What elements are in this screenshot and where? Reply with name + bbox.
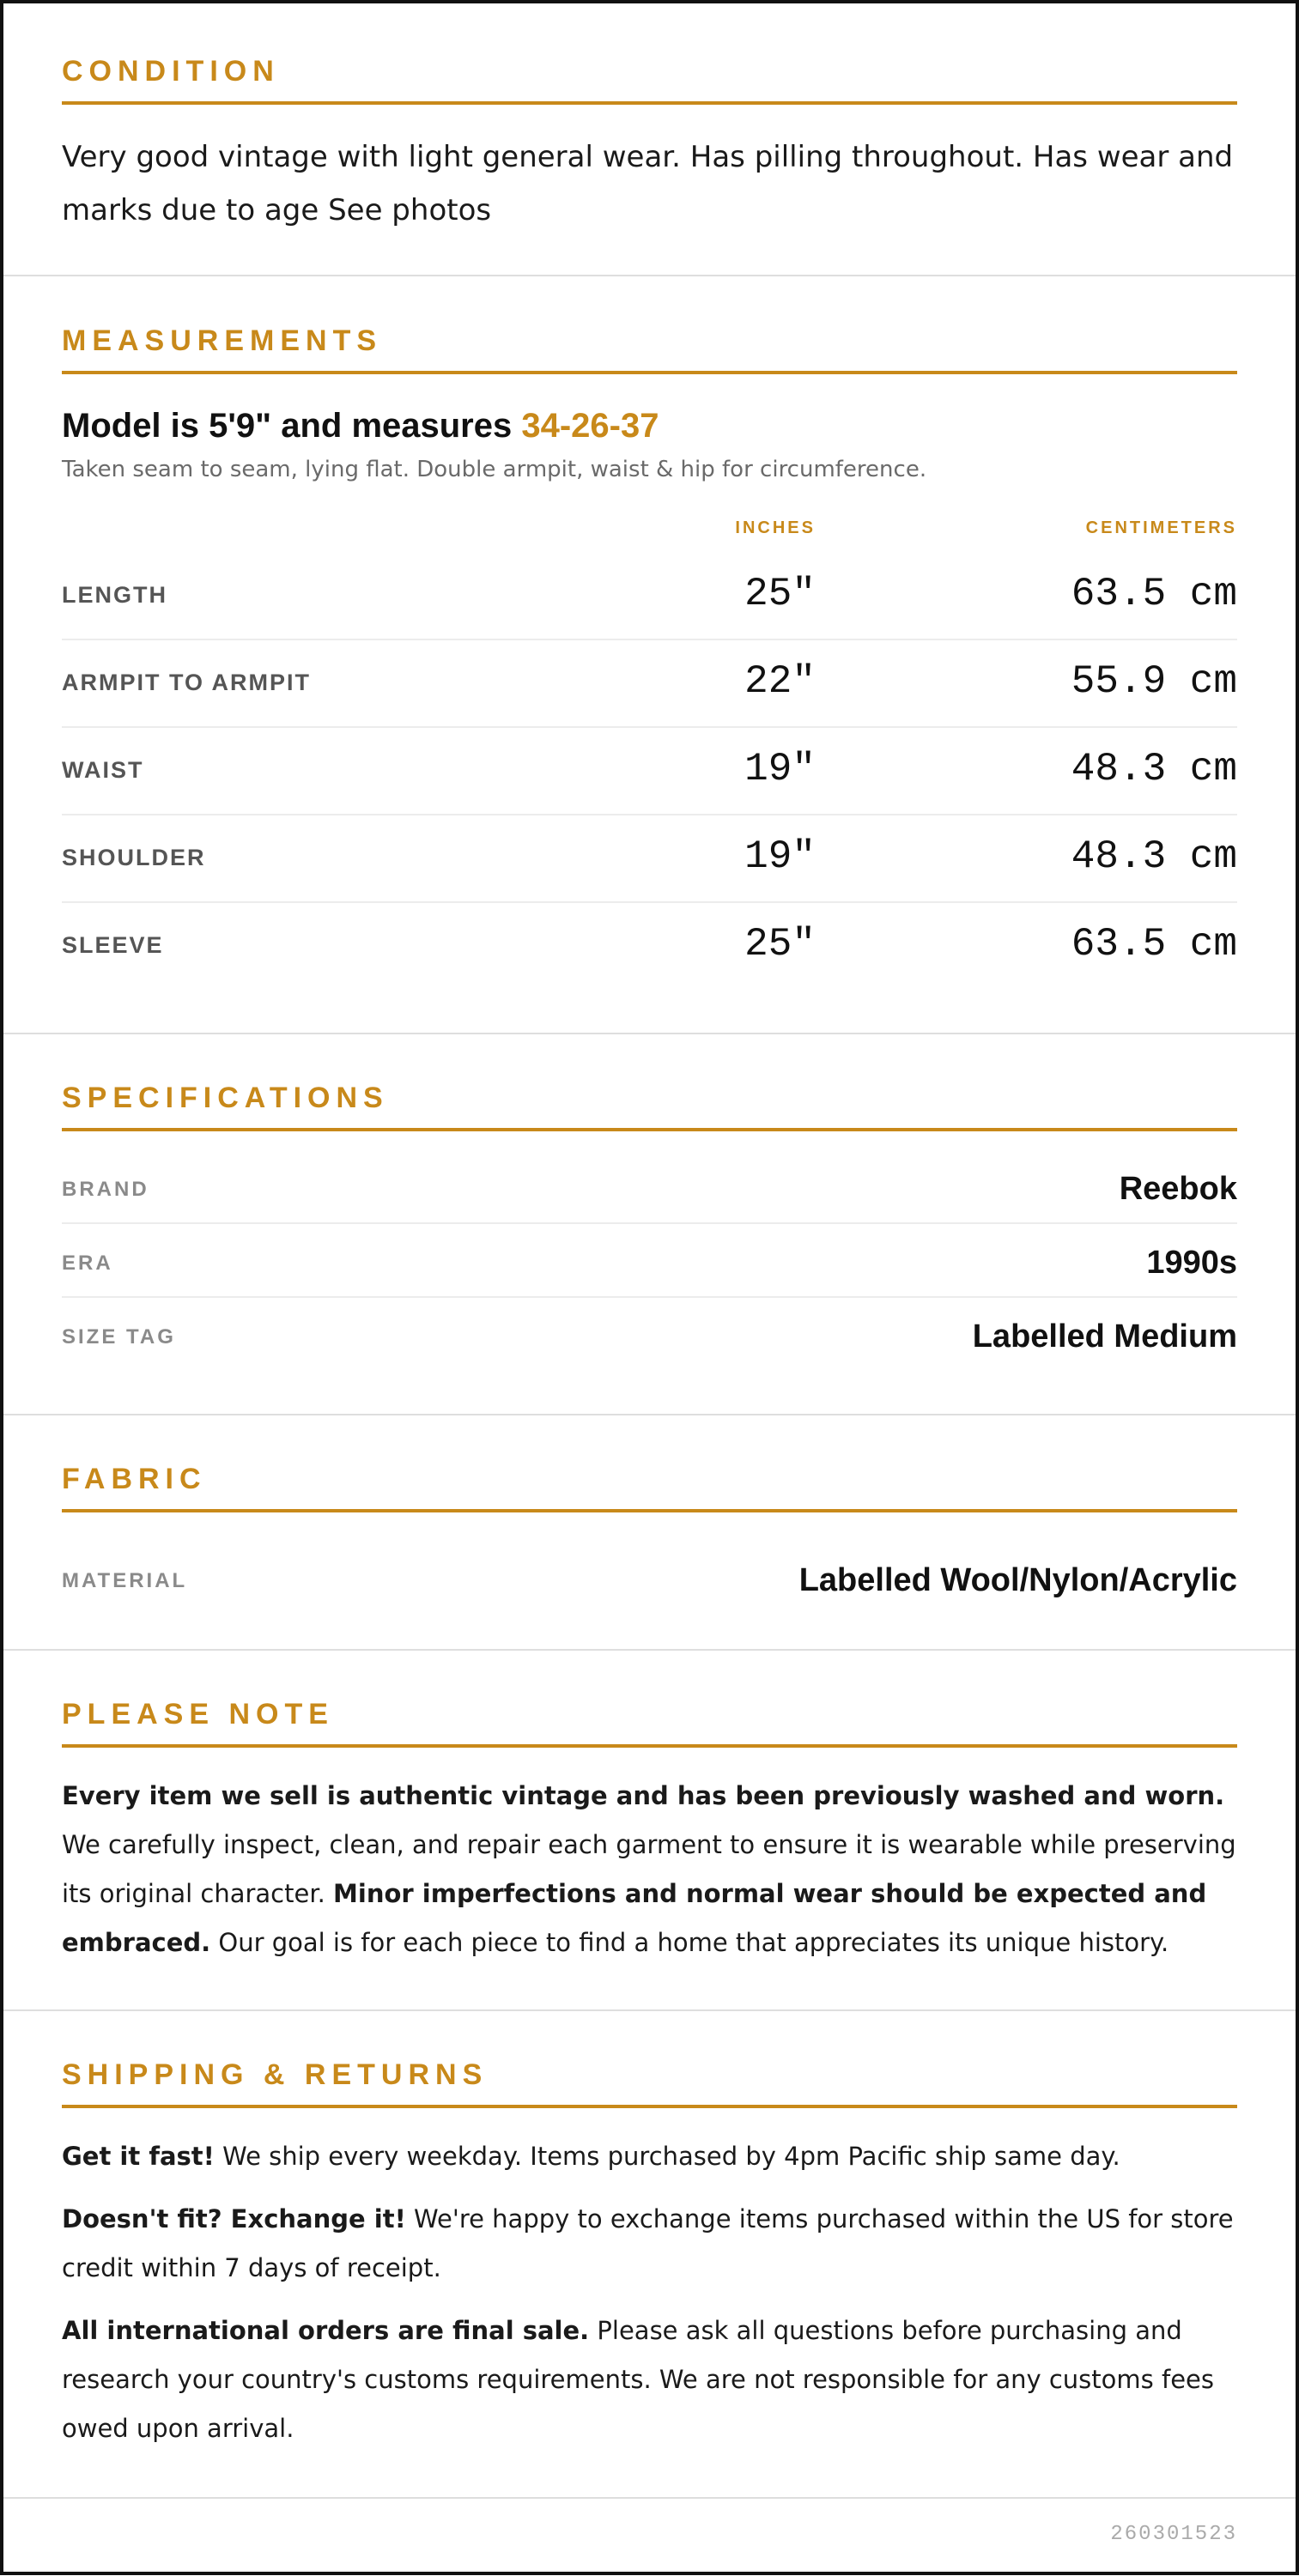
please-note-text [62, 1772, 1237, 1967]
fabric-label: MATERIAL [62, 1569, 188, 1592]
measurement-label: LENGTH [62, 582, 167, 608]
measurement-label: SHOULDER [62, 845, 206, 870]
measurement-row [62, 815, 1237, 903]
exchange-bold: Doesn't fit? Exchange it! [62, 2204, 406, 2234]
sku-number: 260301523 [1110, 2523, 1237, 2546]
specifications-section [3, 1034, 1296, 1415]
measurement-inches: 19" [744, 747, 816, 791]
measurement-row [62, 640, 1237, 728]
shipping-fast-text: We ship every weekday. Items purchased by 4pm Pacific ship same day. [214, 2142, 1120, 2171]
measurement-label: WAIST [62, 757, 144, 783]
spec-label: BRAND [62, 1178, 149, 1201]
measurement-inches: 22" [744, 659, 816, 704]
fabric-title: FABRIC [62, 1464, 1237, 1512]
spec-row-size-tag [62, 1298, 1237, 1370]
condition-title: CONDITION [62, 57, 1237, 105]
note-text-goal: Our goal is for each piece to find a home that appreciates its unique history. [210, 1928, 1169, 1957]
condition-text: Very good vintage with light general wear. Has pilling throughout. Has wear and marks due to age See photos [62, 140, 1234, 227]
model-info [62, 409, 1237, 443]
measurement-centimeters: 55.9 cm [1071, 659, 1237, 704]
spec-value: 1990s [1146, 1245, 1237, 1281]
exchange-paragraph [62, 2195, 1237, 2293]
measurement-centimeters: 63.5 cm [1071, 922, 1237, 967]
specifications-title: SPECIFICATIONS [62, 1083, 1237, 1131]
international-bold: All international orders are final sale. [62, 2316, 590, 2345]
measurement-label: SLEEVE [62, 932, 164, 958]
column-header-inches: INCHES [735, 518, 816, 537]
fabric-value: Labelled Wool/Nylon/Acrylic [798, 1562, 1237, 1598]
measurement-label: ARMPIT TO ARMPIT [62, 670, 311, 695]
measurements-table-header [62, 508, 1237, 553]
spec-value: Labelled Medium [972, 1318, 1237, 1355]
model-figure: 34-26-37 [521, 407, 659, 445]
measurement-inches: 19" [744, 834, 816, 879]
spec-label: SIZE TAG [62, 1325, 176, 1349]
measurement-centimeters: 48.3 cm [1071, 834, 1237, 879]
note-bold-imperfections: Minor imperfections and normal wear should be expected and embraced. [62, 1879, 1207, 1957]
shipping-returns-title: SHIPPING & RETURNS [62, 2060, 1237, 2108]
note-text-inspect: We carefully inspect, clean, and repair each garment to ensure it is wearable while preserving its original character. [62, 1830, 1236, 1908]
fabric-row-material [62, 1542, 1237, 1614]
specifications-list [62, 1150, 1237, 1370]
measurements-table [62, 508, 1237, 989]
please-note-section [3, 1651, 1296, 2011]
measurement-row [62, 903, 1237, 989]
international-text: Please ask all questions before purchasing and research your country's customs requirements. We are not responsible for any customs fees owed upon arrival. [62, 2316, 1214, 2443]
measurement-centimeters: 48.3 cm [1071, 747, 1237, 791]
measurement-inches: 25" [744, 572, 816, 616]
international-paragraph [62, 2306, 1237, 2453]
please-note-title: PLEASE NOTE [62, 1700, 1237, 1748]
measurement-row [62, 728, 1237, 815]
spec-label: ERA [62, 1252, 113, 1275]
shipping-returns-section [3, 2011, 1296, 2499]
condition-section [3, 3, 1296, 276]
measurement-inches: 25" [744, 922, 816, 967]
fabric-section [3, 1415, 1296, 1651]
note-bold-authentic: Every item we sell is authentic vintage and has been previously washed and worn. [62, 1781, 1225, 1810]
shipping-fast-bold: Get it fast! [62, 2142, 215, 2171]
model-info-text: Model is 5'9" and measures [62, 407, 522, 445]
measurements-section [3, 276, 1296, 1034]
measurement-method-note: Taken seam to seam, lying flat. Double armpit, waist & hip for circumference. [62, 457, 927, 482]
measurements-title: MEASUREMENTS [62, 326, 1237, 374]
shipping-fast-paragraph [62, 2132, 1237, 2181]
spec-row-brand [62, 1150, 1237, 1224]
fabric-list [62, 1542, 1237, 1614]
column-header-centimeters: CENTIMETERS [1085, 518, 1237, 537]
measurement-row [62, 553, 1237, 640]
exchange-text: We're happy to exchange items purchased within the US for store credit within 7 days of receipt. [62, 2204, 1234, 2282]
spec-row-era [62, 1224, 1237, 1298]
spec-value: Reebok [1119, 1171, 1237, 1207]
measurement-centimeters: 63.5 cm [1071, 572, 1237, 616]
footer [3, 2499, 1296, 2576]
